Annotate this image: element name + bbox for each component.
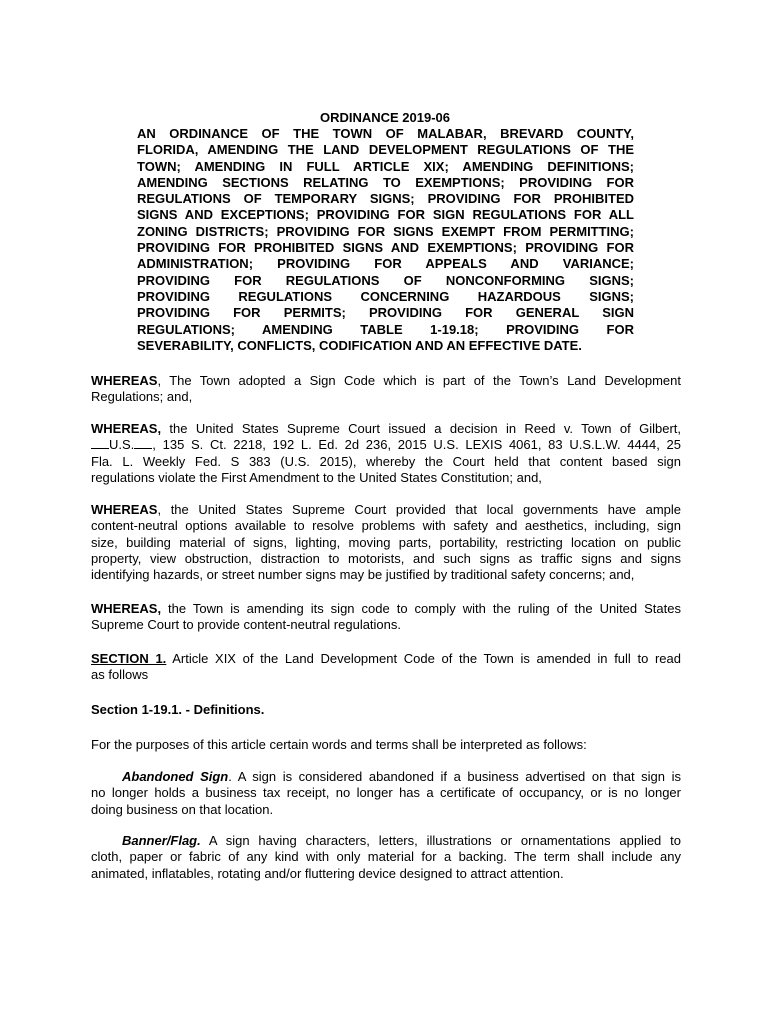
paragraph-line: as follows	[91, 667, 149, 683]
heading-line: FLORIDA, AMENDING THE LAND DEVELOPMENT REGULATIONS OF THE	[137, 142, 634, 158]
heading-line: SEVERABILITY, CONFLICTS, CODIFICATION AND AN EFFECTIVE DATE.	[137, 337, 582, 353]
paragraph-line: cloth, paper or fabric of any kind with only material for a backing. The term shall include any	[91, 849, 681, 865]
paragraph-line: size, building material of signs, lighting, moving parts, portability, restricting location on public	[91, 534, 681, 550]
ordinance-heading	[137, 126, 634, 354]
heading-line: PROVIDING FOR REGULATIONS OF NONCONFORMING SIGNS;	[137, 272, 634, 288]
section-heading: Section 1-19.1. - Definitions.	[91, 702, 265, 717]
paragraph-line: WHEREAS, the United States Supreme Court provided that local governments have ample	[91, 502, 681, 517]
paragraph-line: content-neutral options available to resolve problems with safety and aesthetics, including, sign	[91, 518, 681, 534]
blank-line	[91, 437, 109, 449]
heading-line: TOWN; AMENDING IN FULL ARTICLE XIX; AMENDING DEFINITIONS;	[137, 158, 634, 174]
paragraph-line: no longer holds a business tax receipt, no longer has a certificate of occupancy, or is no longer	[91, 785, 681, 801]
heading-line: PROVIDING FOR PERMITS; PROVIDING FOR GENERAL SIGN	[137, 305, 634, 321]
section-1-label: SECTION 1.	[91, 651, 167, 666]
heading-line: ADMINISTRATION; PROVIDING FOR APPEALS AND VARIANCE;	[137, 256, 634, 272]
paragraph-line: For the purposes of this article certain words and terms shall be interpreted as follows:	[91, 737, 587, 752]
whereas-label: WHEREAS,	[91, 601, 162, 616]
definition-term: Banner/Flag.	[122, 833, 201, 848]
whereas-label: WHEREAS	[91, 502, 158, 517]
whereas-paragraph-4	[91, 601, 681, 634]
whereas-label: WHEREAS	[91, 373, 158, 388]
paragraph-line: Fla. L. Weekly Fed. S 383 (U.S. 2015), whereby the Court held that content based sign	[91, 453, 681, 469]
paragraph-line: doing business on that location.	[91, 801, 274, 817]
ordinance-title: ORDINANCE 2019-06	[319, 110, 451, 125]
section-1-paragraph	[91, 651, 681, 684]
heading-line: REGULATIONS OF TEMPORARY SIGNS; PROVIDING FOR PROHIBITED	[137, 191, 634, 207]
paragraph-line: animated, inflatables, rotating and/or fluttering device designed to attract attention.	[91, 865, 564, 881]
definition-term: Abandoned Sign	[122, 769, 229, 784]
paragraph-line: regulations violate the First Amendment to the United States Constitution; and,	[91, 469, 542, 485]
heading-line: REGULATIONS; AMENDING TABLE 1-19.18; PROVIDING FOR	[137, 321, 634, 337]
whereas-label: WHEREAS,	[91, 421, 162, 436]
paragraph-line: SECTION 1. Article XIX of the Land Development Code of the Town is amended in full to read	[91, 651, 681, 666]
whereas-paragraph-2	[91, 421, 681, 486]
heading-line: AMENDING SECTIONS RELATING TO EXEMPTIONS; PROVIDING FOR	[137, 174, 634, 190]
whereas-paragraph-1	[91, 373, 681, 406]
heading-line: PROVIDING FOR PROHIBITED SIGNS AND EXEMPTIONS; PROVIDING FOR	[137, 240, 634, 256]
paragraph-line: Abandoned Sign. A sign is considered abandoned if a business advertised on that sign is	[122, 769, 681, 784]
paragraph-line: WHEREAS, the United States Supreme Court issued a decision in Reed v. Town of Gilbert,	[91, 421, 681, 436]
paragraph-line: Supreme Court to provide content-neutral regulations.	[91, 617, 402, 633]
paragraph-line: WHEREAS, The Town adopted a Sign Code which is part of the Town’s Land Development	[91, 373, 681, 388]
paragraph-line: property, view obstruction, distraction to motorists, and such signs as traffic signs and signs	[91, 550, 681, 566]
blank-line	[134, 437, 152, 449]
definition-banner-flag	[91, 833, 681, 882]
paragraph-line: WHEREAS, the Town is amending its sign code to comply with the ruling of the United States	[91, 601, 681, 616]
heading-line: AN ORDINANCE OF THE TOWN OF MALABAR, BREVARD COUNTY,	[137, 126, 634, 141]
paragraph-line: Banner/Flag. A sign having characters, letters, illustrations or ornamentations applied to	[122, 833, 681, 848]
heading-line: SIGNS AND EXCEPTIONS; PROVIDING FOR SIGN REGULATIONS FOR ALL	[137, 207, 634, 223]
heading-line: ZONING DISTRICTS; PROVIDING FOR SIGNS EXEMPT FROM PERMITTING;	[137, 223, 634, 239]
heading-line: PROVIDING REGULATIONS CONCERNING HAZARDOUS SIGNS;	[137, 288, 634, 304]
paragraph-line: Regulations; and,	[91, 389, 193, 405]
paragraph-line: identifying hazards, or street number signs may be justified by traditional safety concerns; and,	[91, 567, 635, 583]
whereas-paragraph-3	[91, 502, 681, 583]
purposes-paragraph	[91, 737, 681, 753]
definitions-heading	[91, 702, 681, 718]
definition-abandoned-sign	[91, 769, 681, 818]
paragraph-line: U.S. , 135 S. Ct. 2218, 192 L. Ed. 2d 236, 2015 U.S. LEXIS 4061, 83 U.S.L.W. 4444, 25	[91, 437, 681, 453]
